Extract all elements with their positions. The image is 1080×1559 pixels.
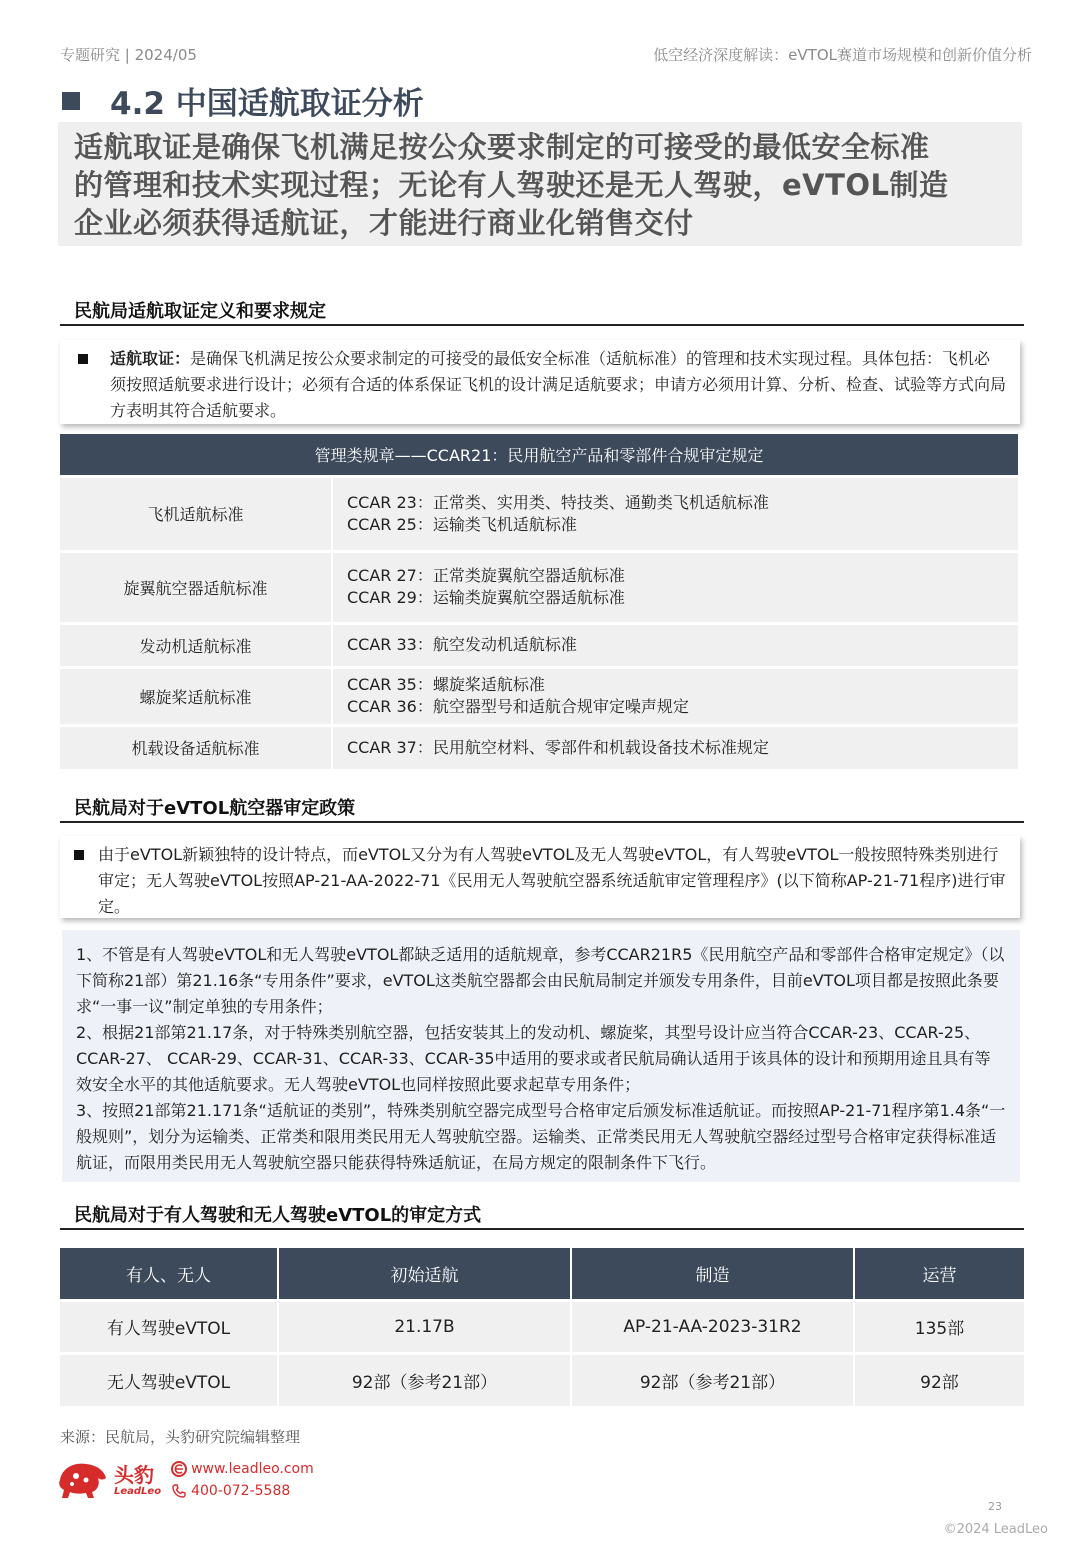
definition-text: [110, 346, 1006, 418]
website-link[interactable]: www.leadleo.com: [191, 1461, 314, 1477]
table-cell-standards: [332, 551, 1018, 623]
table-row: [60, 1353, 1024, 1406]
policy-detail-box: [62, 930, 1020, 1182]
key-message-line: 企业必须获得适航证，才能进行商业化销售交付: [74, 206, 694, 240]
definition-bullet-box: [60, 340, 1020, 424]
page-title: 4.2 中国适航取证分析: [110, 86, 424, 122]
key-message-box: [58, 122, 1022, 246]
table-cell: 135部: [854, 1300, 1024, 1353]
standard-item: CCAR 33：航空发动机适航标准: [347, 635, 577, 654]
regulation-table: [60, 434, 1018, 769]
policy-bullet-text: 由于eVTOL新颖独特的设计特点，而eVTOL又分为有人驾驶eVTOL及无人驾驶eVTOL，有人驾驶eVTOL一般按照特殊类别进行审定；无人驾驶eVTOL按照AP-21-AA-2022-71《民用无人驾驶航空器系统适航审定管理程序》(以下简称AP-21-71程序)进行审定。: [98, 845, 1006, 916]
header-report-title: 低空经济深度解读：eVTOL赛道市场规模和创新价值分析: [653, 46, 1032, 64]
page-number: 23: [988, 1500, 1002, 1513]
column-header: 有人、无人: [60, 1248, 278, 1300]
logo-english-name: LeadLeo: [114, 1485, 162, 1497]
standard-item: CCAR 23：正常类、实用类、特技类、通勤类飞机适航标准: [347, 492, 769, 512]
table-cell: 无人驾驶eVTOL: [60, 1353, 278, 1406]
contact-info: [171, 1458, 314, 1502]
table-row: [60, 476, 1018, 551]
section-divider: [60, 1228, 1024, 1230]
website-row[interactable]: [171, 1458, 314, 1480]
logo-wordmark: [114, 1464, 161, 1497]
header-report-type: 专题研究 | 2024/05: [60, 46, 197, 64]
section-heading-definition: 民航局适航取证定义和要求规定: [74, 301, 326, 322]
policy-paragraph: 2、根据21部第21.17条，对于特殊类别航空器，包括安装其上的发动机、螺旋桨，其型号设计应当符合CCAR-23、CCAR-25、CCAR-27、 CCAR-29、CCAR-31、CCAR-33、CCAR-35中适用的要求或者民航局确认适用于该具体的设计和预期用途且具有等效安全水平的其他适航要求。无人驾驶eVTOL也同样按照此要求起草专用条件；: [76, 1023, 991, 1094]
definition-label: 适航取证：: [110, 349, 191, 368]
brand-logo-area: [56, 1458, 314, 1502]
phone-number: 400-072-5588: [191, 1483, 291, 1499]
bullet-square-icon: [74, 850, 84, 860]
table-cell-category: 旋翼航空器适航标准: [60, 551, 332, 623]
table-row: [60, 667, 1018, 725]
table-cell: 21.17B: [278, 1300, 571, 1353]
table-cell-category: 飞机适航标准: [60, 476, 332, 551]
section-heading-policy: 民航局对于eVTOL航空器审定政策: [74, 798, 356, 819]
bullet-square-icon: [78, 354, 88, 364]
table-cell: 92部（参考21部）: [278, 1353, 571, 1406]
policy-paragraph: 3、按照21部第21.171条“适航证的类别”，特殊类别航空器完成型号合格审定后颁发标准适航证。而按照AP-21-71程序第1.4条“一般规则”，划分为运输类、正常类和限用类民用无人驾驶航空器。运输类、正常类民用无人驾驶航空器经过型号合格审定获得标准适航证，而限用类民用无人驾驶航空器只能获得特殊适航证，在局方规定的限制条件下飞行。: [76, 1101, 1006, 1172]
standard-item: CCAR 25：运输类飞机适航标准: [347, 514, 577, 534]
column-header: 运营: [854, 1248, 1024, 1300]
table-header-row: [60, 1248, 1024, 1300]
table-row: [60, 623, 1018, 667]
phone-icon: [171, 1483, 187, 1499]
phone-row: [171, 1480, 314, 1502]
definition-body: 是确保飞机满足按公众要求制定的可接受的最低安全标准（适航标准）的管理和技术实现过程。具体包括：飞机必须按照适航要求进行设计；必须有合适的体系保证飞机的设计满足适航要求；申请方必须用计算、分析、检查、试验等方式向局方表明其符合适航要求。: [110, 349, 1007, 420]
standard-item: CCAR 27：正常类旋翼航空器适航标准: [347, 566, 625, 585]
policy-paragraph: 1、不管是有人驾驶eVTOL和无人驾驶eVTOL都缺乏适用的适航规章，参考CCAR21R5《民用航空产品和零部件合格审定规定》（以下简称21部）第21.16条“专用条件”要求，eVTOL这类航空器都会由民航局制定并颁发专用条件，目前eVTOL项目都是按照此条要求“一事一议”制定单独的专用条件；: [76, 945, 1005, 1016]
column-header: 初始适航: [278, 1248, 571, 1300]
copyright: ©2024 LeadLeo: [943, 1522, 1048, 1537]
table-row: [60, 1300, 1024, 1353]
table-cell-standards: [332, 667, 1018, 725]
table-cell-standards: [332, 725, 1018, 769]
table-cell-category: 螺旋桨适航标准: [60, 667, 332, 725]
table-cell: 有人驾驶eVTOL: [60, 1300, 278, 1353]
table-cell-category: 发动机适航标准: [60, 623, 332, 667]
table-cell: AP-21-AA-2023-31R2: [571, 1300, 854, 1353]
key-message-line: 的管理和技术实现过程；无论有人驾驶还是无人驾驶，eVTOL制造: [74, 168, 949, 202]
standard-item: CCAR 29：运输类旋翼航空器适航标准: [347, 588, 625, 607]
title-square-icon: [62, 92, 80, 110]
policy-bullet-box: [60, 836, 1020, 918]
certification-mode-table: [60, 1248, 1024, 1406]
standard-item: CCAR 35：螺旋桨适航标准: [347, 675, 545, 694]
regulation-table-header: 管理类规章——CCAR21：民用航空产品和零部件合规审定规定: [60, 434, 1018, 476]
section-divider: [60, 324, 1024, 326]
table-cell-standards: [332, 623, 1018, 667]
table-cell: 92部（参考21部）: [571, 1353, 854, 1406]
leopard-logo-icon: [56, 1458, 108, 1502]
table-row: [60, 551, 1018, 623]
table-row: [60, 725, 1018, 769]
key-message-line: 适航取证是确保飞机满足按公众要求制定的可接受的最低安全标准: [74, 130, 930, 164]
section-divider: [60, 821, 1024, 823]
table-cell: 92部: [854, 1353, 1024, 1406]
column-header: 制造: [571, 1248, 854, 1300]
section-heading-certification-mode: 民航局对于有人驾驶和无人驾驶eVTOL的审定方式: [74, 1205, 482, 1226]
table-cell-standards: [332, 476, 1018, 551]
table-cell-category: 机载设备适航标准: [60, 725, 332, 769]
logo-chinese-name: 头豹: [114, 1462, 154, 1487]
standard-item: CCAR 36：航空器型号和适航合规审定噪声规定: [347, 697, 689, 716]
title-row: [62, 78, 424, 123]
web-e-icon: [171, 1461, 187, 1477]
standard-item: CCAR 37：民用航空材料、零部件和机载设备技术标准规定: [347, 737, 769, 757]
source-note: 来源：民航局，头豹研究院编辑整理: [60, 1428, 301, 1446]
